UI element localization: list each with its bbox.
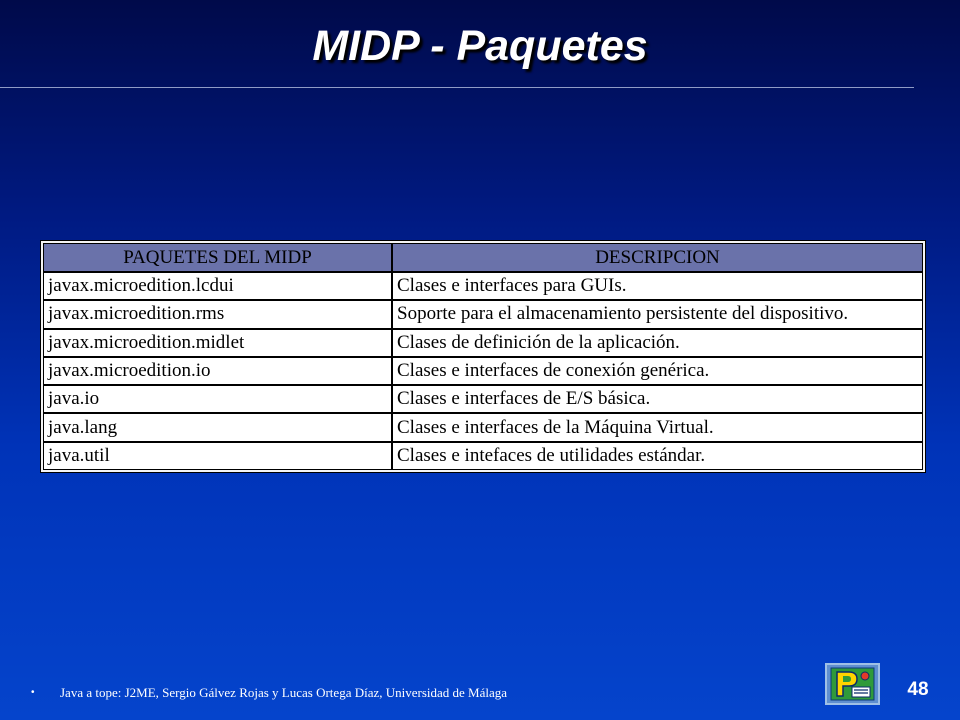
package-name: javax.microedition.lcdui [43, 272, 392, 300]
table-row [43, 413, 923, 441]
package-description: Clases e intefaces de utilidades estándar. [392, 442, 923, 470]
package-name: java.lang [43, 413, 392, 441]
table-row [43, 272, 923, 300]
package-description: Clases e interfaces de la Máquina Virtual. [392, 413, 923, 441]
table-row [43, 442, 923, 470]
table-header-row [43, 243, 923, 272]
package-description: Soporte para el almacenamiento persistente del dispositivo. [392, 300, 923, 328]
package-description: Clases e interfaces para GUIs. [392, 272, 923, 300]
packages-table [43, 243, 923, 470]
package-name: java.util [43, 442, 392, 470]
package-name: java.io [43, 385, 392, 413]
footer-credits: Java a tope: J2ME, Sergio Gálvez Rojas y Lucas Ortega Díaz, Universidad de Málaga [60, 685, 508, 700]
package-description: Clases e interfaces de conexión genérica. [392, 357, 923, 385]
header-description: DESCRIPCION [392, 243, 923, 272]
page-number: 48 [907, 679, 929, 700]
title-divider [0, 87, 914, 88]
footer-bullet: • [31, 687, 35, 698]
slide-title: MIDP - Paquetes [312, 22, 648, 70]
package-name: javax.microedition.rms [43, 300, 392, 328]
package-name: javax.microedition.io [43, 357, 392, 385]
packages-table-frame [40, 240, 926, 473]
table-row [43, 357, 923, 385]
package-description: Clases de definición de la aplicación. [392, 329, 923, 357]
table-row [43, 385, 923, 413]
university-logo-icon [825, 663, 880, 705]
package-description: Clases e interfaces de E/S básica. [392, 385, 923, 413]
header-packages: PAQUETES DEL MIDP [43, 243, 392, 272]
table-row [43, 329, 923, 357]
package-name: javax.microedition.midlet [43, 329, 392, 357]
table-row [43, 300, 923, 328]
